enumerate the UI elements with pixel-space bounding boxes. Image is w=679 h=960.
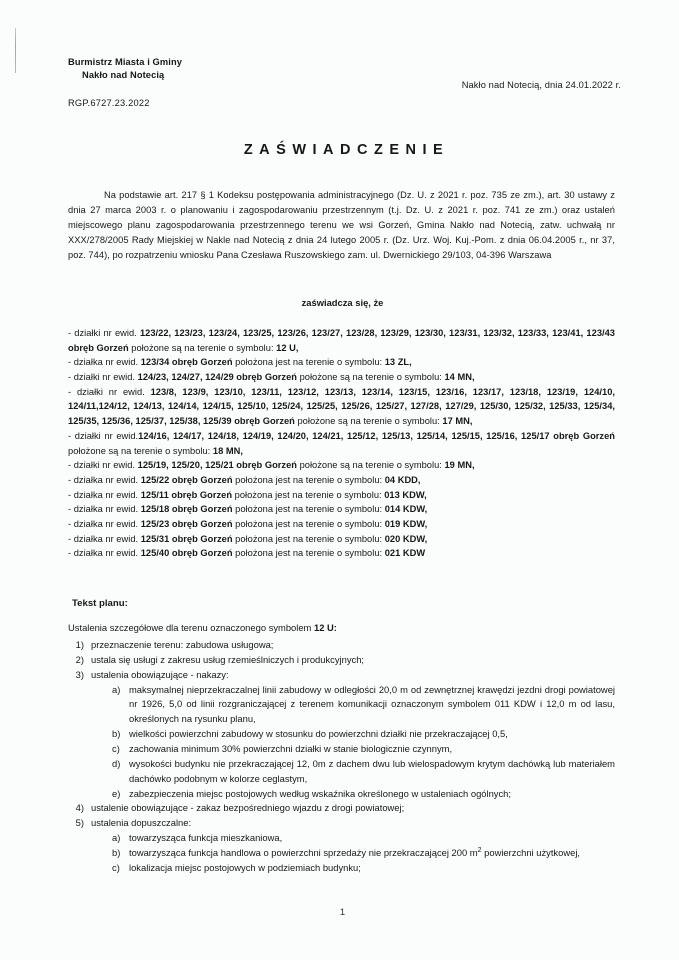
parcel-entry-lead: - działki nr ewid.	[68, 372, 138, 383]
parcel-numbers: 124/23, 124/27, 124/29 obręb Gorzeń	[137, 372, 297, 383]
parcel-entry-middle: położona jest na terenie o symbolu:	[232, 504, 385, 515]
parcel-entry	[68, 370, 615, 385]
provision-item	[68, 816, 615, 831]
provision-subitem	[68, 787, 615, 802]
provision-marker: b)	[112, 728, 121, 740]
parcel-entry	[68, 546, 615, 561]
parcel-entry-lead: - działka nr ewid.	[68, 489, 141, 500]
provision-text: ustalenia dopuszczalne:	[91, 817, 192, 829]
parcel-zone-symbol: 04 KDD,	[384, 474, 421, 485]
parcel-zone-symbol: 19 MN,	[444, 460, 475, 471]
parcel-entry-middle: położone są na terenie o symbolu:	[296, 372, 445, 383]
provision-subitem	[68, 757, 615, 787]
parcel-entry	[68, 532, 615, 547]
parcel-entry-middle: położone są na terenie o symbolu:	[68, 445, 213, 456]
legal-basis-paragraph: Na podstawie art. 217 § 1 Kodeksu postępowania administracyjnego (Dz. U. z 2021 r. poz. 735 ze zm.), art. 30 ustawy z dnia 27 marca 2003 r. o planowaniu i zagospodarowaniu przestrzennym (t.j. Dz. U. z 2021 r. poz. 741 ze zm.) oraz ustaleń miejscowego planu zagospodarowania przestrzennego terenu we wsi Gorzeń, Gmina Nakło nad Notecią, zatw. uchwałą nr XXX/278/2005 Rady Miejskiej w Nakle nad Notecią z dnia 24 lutego 2005 r. (Dz. Urz. Woj. Kuj.-Pom. z dnia 06.04.2005 r., nr 37, poz. 744), po rozpatrzeniu wniosku Pana Czesława Ruszowskiego zam. ul. Dwernickiego 29/103, 04-396 Warszawa	[68, 190, 615, 261]
page-number: 1	[339, 906, 346, 917]
parcel-numbers: 123/8, 123/9, 123/10, 123/11, 123/12, 123/13, 123/14, 123/15, 123/16, 123/17, 123/18, 123/19, 124/10, 124/11,124/12, 124/13, 124/14, 124/15, 125/10, 125/24, 125/25, 125/26, 125/27, 127/28, 127/29, 125/30, 125/32, 125/33, 125/34, 125/35, 125/36, 125/37, 125/38, 125/39 obręb Gorzeń	[68, 386, 615, 427]
provision-text: ustala się usługi z zakresu usług rzemieślniczych i produkcyjnych;	[91, 653, 365, 665]
parcel-entry-lead: - działka nr ewid.	[68, 533, 141, 544]
parcel-entry-middle: położone są na terenie o symbolu:	[128, 342, 277, 353]
parcel-zone-symbol: 020 KDW,	[384, 533, 428, 544]
issuer-line-2: Nakło nad Notecią	[82, 70, 165, 81]
provision-marker: 1)	[75, 639, 84, 650]
parcel-zone-symbol: 18 MN,	[212, 445, 243, 456]
parcel-entry	[68, 517, 615, 532]
provision-marker: e)	[112, 787, 121, 799]
parcel-entry-middle: położona jest na terenie o symbolu:	[232, 548, 385, 559]
parcel-zone-symbol: 17 MN,	[442, 416, 473, 427]
parcel-entry	[68, 326, 615, 355]
parcel-entry-middle: położona jest na terenie o symbolu:	[232, 533, 385, 544]
parcel-zone-symbol: 013 KDW,	[384, 489, 427, 500]
provision-text: przeznaczenie terenu: zabudowa usługowa;	[91, 639, 274, 650]
parcel-entry-lead: - działki nr ewid.	[68, 386, 151, 397]
parcel-entry-lead: - działki nr ewid.	[68, 430, 139, 441]
plan-provisions-list	[68, 638, 615, 876]
parcel-entry-lead: - działka nr ewid.	[68, 504, 141, 515]
provision-subitem	[68, 727, 615, 742]
provision-text: zachowania minimum 30% powierzchni działki w stanie biologicznie czynnym,	[129, 743, 453, 755]
parcel-entry	[68, 488, 615, 503]
provision-item	[68, 801, 615, 816]
parcel-zone-symbol: 021 KDW	[384, 548, 426, 559]
parcel-numbers: 125/11 obręb Gorzeń	[140, 489, 233, 500]
parcel-entry	[68, 355, 615, 370]
scan-artifact-mark	[15, 28, 16, 73]
provision-item	[68, 638, 615, 653]
provision-marker: d)	[112, 757, 121, 769]
provision-marker: a)	[112, 683, 121, 695]
provision-marker: a)	[112, 832, 121, 844]
parcel-numbers: 125/18 obręb Gorzeń	[140, 504, 233, 515]
parcel-numbers: 125/40 obręb Gorzeń	[140, 548, 233, 559]
provision-marker: b)	[112, 847, 121, 859]
provision-subitem	[68, 846, 615, 861]
provision-marker: 4)	[75, 802, 84, 814]
provision-text: ustalenia obowiązujące - nakazy:	[91, 668, 229, 680]
provision-text: wielkości powierzchni zabudowy w stosunku do powierzchni działki nie przekraczającej 0,5,	[129, 728, 508, 740]
parcel-entry-middle: położone są na terenie o symbolu:	[296, 460, 445, 471]
parcel-numbers: 123/22, 123/23, 123/24, 123/25, 123/26, 123/27, 123/28, 123/29, 123/30, 123/31, 123/32, 123/33, 123/41, 123/43 obręb Gorzeń	[68, 328, 615, 353]
parcel-entry-lead: - działka nr ewid.	[68, 357, 141, 368]
provision-subitem	[68, 742, 615, 757]
provision-marker: 2)	[75, 653, 84, 665]
parcel-entry-middle: położone są na terenie o symbolu:	[294, 416, 443, 427]
parcel-numbers: 125/31 obręb Gorzeń	[140, 533, 233, 544]
provision-text: lokalizacja miejsc postojowych w podziemiach budynku;	[129, 861, 361, 873]
parcel-entry-middle: położona jest na terenie o symbolu:	[232, 474, 385, 485]
parcel-entry-lead: - działka nr ewid.	[68, 518, 141, 529]
parcel-zone-symbol: 13 ZL,	[384, 357, 412, 368]
parcel-entry-lead: - działka nr ewid.	[68, 474, 141, 485]
provision-subitem	[68, 861, 615, 876]
parcel-entry-middle: położona jest na terenie o symbolu:	[232, 489, 385, 500]
plan-intro-symbol: 12 U:	[313, 622, 337, 633]
parcel-entry-lead: - działki nr ewid.	[68, 460, 138, 471]
parcel-entry	[68, 429, 615, 458]
plan-intro-prefix: Ustalenia szczegółowe dla terenu oznaczonego symbolem	[68, 622, 314, 633]
parcel-zone-symbol: 12 U,	[276, 342, 299, 353]
parcel-entry-middle: położona jest na terenie o symbolu:	[232, 518, 385, 529]
reference-number: RGP.6727.23.2022	[68, 98, 150, 108]
provision-marker: c)	[112, 743, 120, 755]
issuer-line-1: Burmistrz Miasta i Gminy	[68, 57, 182, 67]
plan-text-heading: Tekst planu:	[72, 598, 128, 609]
document-title: ZAŚWIADCZENIE	[243, 142, 450, 158]
parcel-numbers: 123/34 obręb Gorzeń	[140, 357, 233, 368]
parcels-list	[68, 326, 615, 561]
parcel-zone-symbol: 014 KDW,	[384, 504, 428, 515]
parcel-entry-middle: położona jest na terenie o symbolu:	[232, 357, 385, 368]
parcel-entry	[68, 502, 615, 517]
parcel-numbers: 125/22 obręb Gorzeń	[140, 474, 233, 485]
provision-text: towarzysząca funkcja mieszkaniowa,	[129, 832, 283, 844]
parcel-entry-lead: - działki nr ewid.	[68, 328, 140, 338]
parcel-zone-symbol: 019 KDW,	[384, 518, 428, 529]
parcel-entry	[68, 458, 615, 473]
parcel-numbers: 124/16, 124/17, 124/18, 124/19, 124/20, 124/21, 125/12, 125/13, 125/14, 125/15, 125/16, 125/17 obręb Gorzeń	[138, 430, 615, 441]
parcel-entry	[68, 385, 615, 429]
parcel-numbers: 125/19, 125/20, 125/21 obręb Gorzeń	[137, 460, 297, 471]
provision-marker: 3)	[75, 668, 84, 680]
parcel-numbers: 125/23 obręb Gorzeń	[140, 518, 233, 529]
provision-text: zabezpieczenia miejsc postojowych według wskaźnika określonego w ustaleniach ogólnych;	[129, 787, 511, 799]
parcel-entry-lead: - działka nr ewid.	[68, 548, 141, 559]
provision-subitem	[68, 683, 615, 728]
provision-item	[68, 668, 615, 683]
provision-text: towarzysząca funkcja handlowa o powierzchni sprzedaży nie przekraczającej 200 $m^2$ powierzchni użytkowej,	[129, 846, 581, 859]
provision-text: maksymalnej nieprzekraczalnej linii zabudowy w odległości 20,0 m od zewnętrznej krawędzi jezdni drogi powiatowej nr 1926, 5,0 od linii rozgraniczającej z terenem komunikacji oznaczonym symbolem 011 KDW i 12,0 m od lasu, określonych na rysunku planu,	[129, 683, 615, 725]
issuer-block	[68, 56, 182, 83]
parcel-zone-symbol: 14 MN,	[444, 372, 475, 383]
provision-subitem	[68, 831, 615, 846]
place-and-date: Nakło nad Notecią, dnia 24.01.2022 r.	[461, 80, 621, 90]
provision-text: wysokości budynku nie przekraczającej 12, 0m z dachem dwu lub wielospadowym krytym dachówką lub materiałem dachówko podobnym w kolorze ceglastym,	[129, 757, 615, 784]
provision-item	[68, 653, 615, 668]
provision-marker: c)	[112, 861, 120, 873]
provision-marker: 5)	[75, 817, 84, 829]
parcel-entry	[68, 473, 615, 488]
attestation-line: zaświadcza się, że	[301, 297, 384, 308]
provision-text: ustalenie obowiązujące - zakaz bezpośredniego wjazdu z drogi powiatowej;	[91, 802, 405, 814]
plan-intro-line	[68, 622, 337, 633]
